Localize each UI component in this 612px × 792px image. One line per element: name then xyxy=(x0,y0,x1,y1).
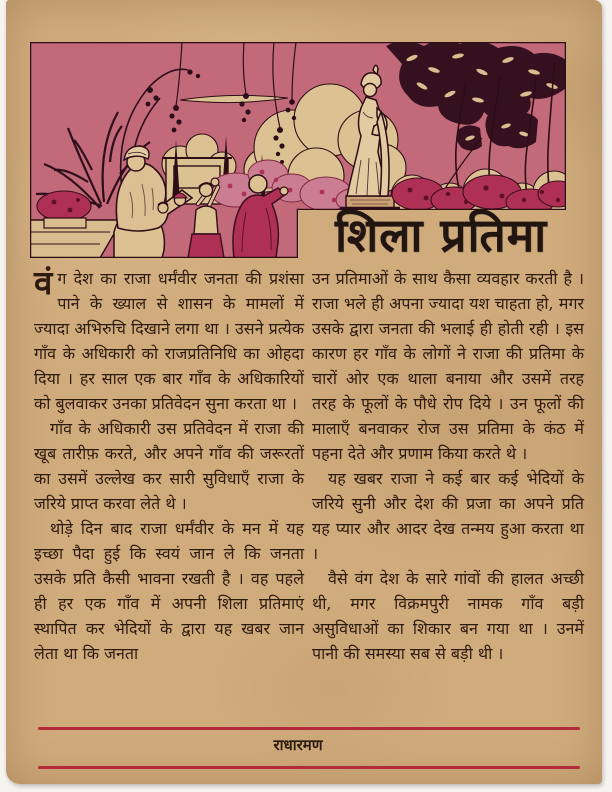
footer-rule-bottom xyxy=(38,766,580,769)
story-column-left xyxy=(34,263,304,666)
author-name: राधारमण xyxy=(273,736,323,754)
paragraph: गाँव के अधिकारी उस प्रतिवेदन में राजा की खूब तारीफ़ करते, और अपने गाँव की जरूरतों का उसमें उल्लेख कर सारी सुविधाएँ राजा के जरिये प्राप्त करवा लेते थे । xyxy=(34,419,304,513)
paragraph-text: ग देश का राजा धर्मंवीर जनता की प्रशंसा पाने के ख्याल से शासन के मामलों में ज्यादा अभिरुचि दिखाने लगा था । उसने प्रत्येक गाँव के अधिकारी को राजप्रतिनिधि का ओहदा दिया । हर साल एक बार गाँव के अधिकारियों को बुलवाकर उनका प्रतिवेदन सुना करता था । xyxy=(34,269,304,413)
drop-cap: वं xyxy=(34,263,53,302)
planter-bush xyxy=(37,191,91,221)
paragraph: यह खबर राजा ने कई बार कई भेदियों के जरिये सुनी और देश की प्रजा का अपने प्रति यह प्यार और आदर देख तन्मय हुआ करता था । xyxy=(312,469,584,563)
story-column-right xyxy=(312,266,584,666)
paragraph: उन प्रतिमाओं के साथ कैसा व्यवहार करती है । राजा भले ही अपना ज्यादा यश चाहता हो, मगर उसके द्वारा जनता की भलाई ही होती रही । इस कारण हर गाँव के लोगों ने राजा की प्रतिमा के चारों ओर एक थाला बनाया और उसमें तरह तरह के फूलों के पौधे रोप दिये । उन फूलों की मालाएँ बनवाकर रोज उस प्रतिमा के कंठ में पहना देते और प्रणाम किया करते थे । xyxy=(312,269,584,463)
villager-red-cap xyxy=(173,193,187,206)
magazine-page xyxy=(6,0,602,784)
paragraph xyxy=(34,263,304,416)
page-title: शिला प्रतिमा xyxy=(334,208,548,262)
footer-rule-top xyxy=(38,727,580,730)
villager-head xyxy=(158,203,168,214)
paragraph: वैसे वंग देश के सारे गांवों की हालत अच्छी थी, मगर विक्रमपुरी नामक गाँव बड़ी असुविधाओं का शिकार बन गया था । उनमें पानी की समस्या सब से बड़ी थी । xyxy=(312,569,584,663)
paragraph: थोड़े दिन बाद राजा धर्मंवीर के मन में यह इच्छा पैदा हुई कि स्वयं जान ले कि जनता उसके प्रति कैसी भावना रखती है । वह पहले ही हर एक गाँव में अपनी शिला प्रतिमाएं स्थापित कर भेदियों के द्वारा यह खबर जान लेता था कि जनता xyxy=(34,519,304,663)
